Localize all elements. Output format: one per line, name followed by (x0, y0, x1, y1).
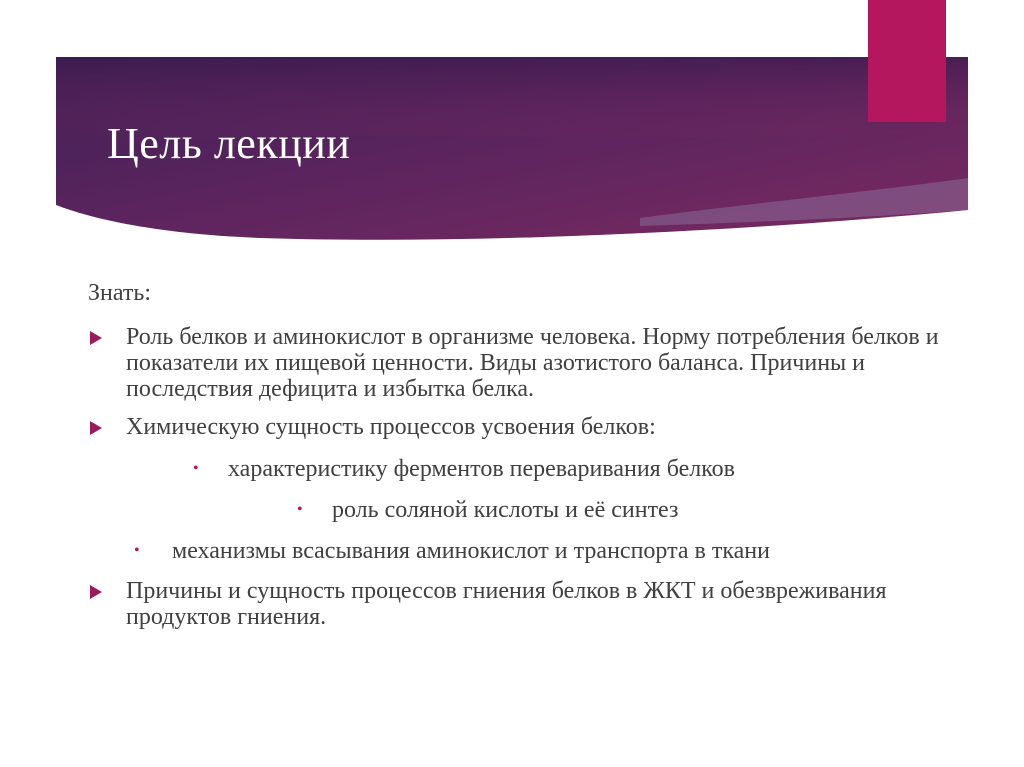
triangle-bullet-icon (90, 331, 102, 345)
intro-text: Знать: (88, 280, 151, 306)
sub-bullet-item (88, 538, 988, 564)
sub-bullet-item (88, 456, 988, 482)
dot-bullet-icon: • (297, 501, 303, 518)
sub-bullet-item (88, 497, 988, 523)
bullet-item (88, 414, 988, 440)
bullet-text: Причины и сущность процессов гниения белков в ЖКТ и обезвреживания продуктов гниения. (126, 578, 887, 630)
bullet-text: Роль белков и аминокислот в организме человека. Норму потребления белков и показатели их пищевой ценности. Виды азотистого баланса. Причины и последствия дефицита и избытка белка. (126, 324, 939, 402)
sub-bullet-text: роль соляной кислоты и её синтез (332, 497, 679, 523)
bullet-item (88, 578, 988, 630)
slide-title: Цель лекции (107, 119, 351, 168)
sub-bullet-text: характеристику ферментов переваривания белков (228, 456, 735, 482)
bullet-text: Химическую сущность процессов усвоения белков: (126, 414, 656, 440)
triangle-bullet-icon (90, 585, 102, 599)
dot-bullet-icon: • (134, 542, 140, 559)
content-body (88, 280, 988, 642)
accent-box (868, 0, 946, 122)
dot-bullet-icon: • (193, 460, 199, 477)
bullet-item (88, 324, 988, 402)
triangle-bullet-icon (90, 421, 102, 435)
sub-bullet-text: механизмы всасывания аминокислот и транспорта в ткани (172, 538, 770, 564)
